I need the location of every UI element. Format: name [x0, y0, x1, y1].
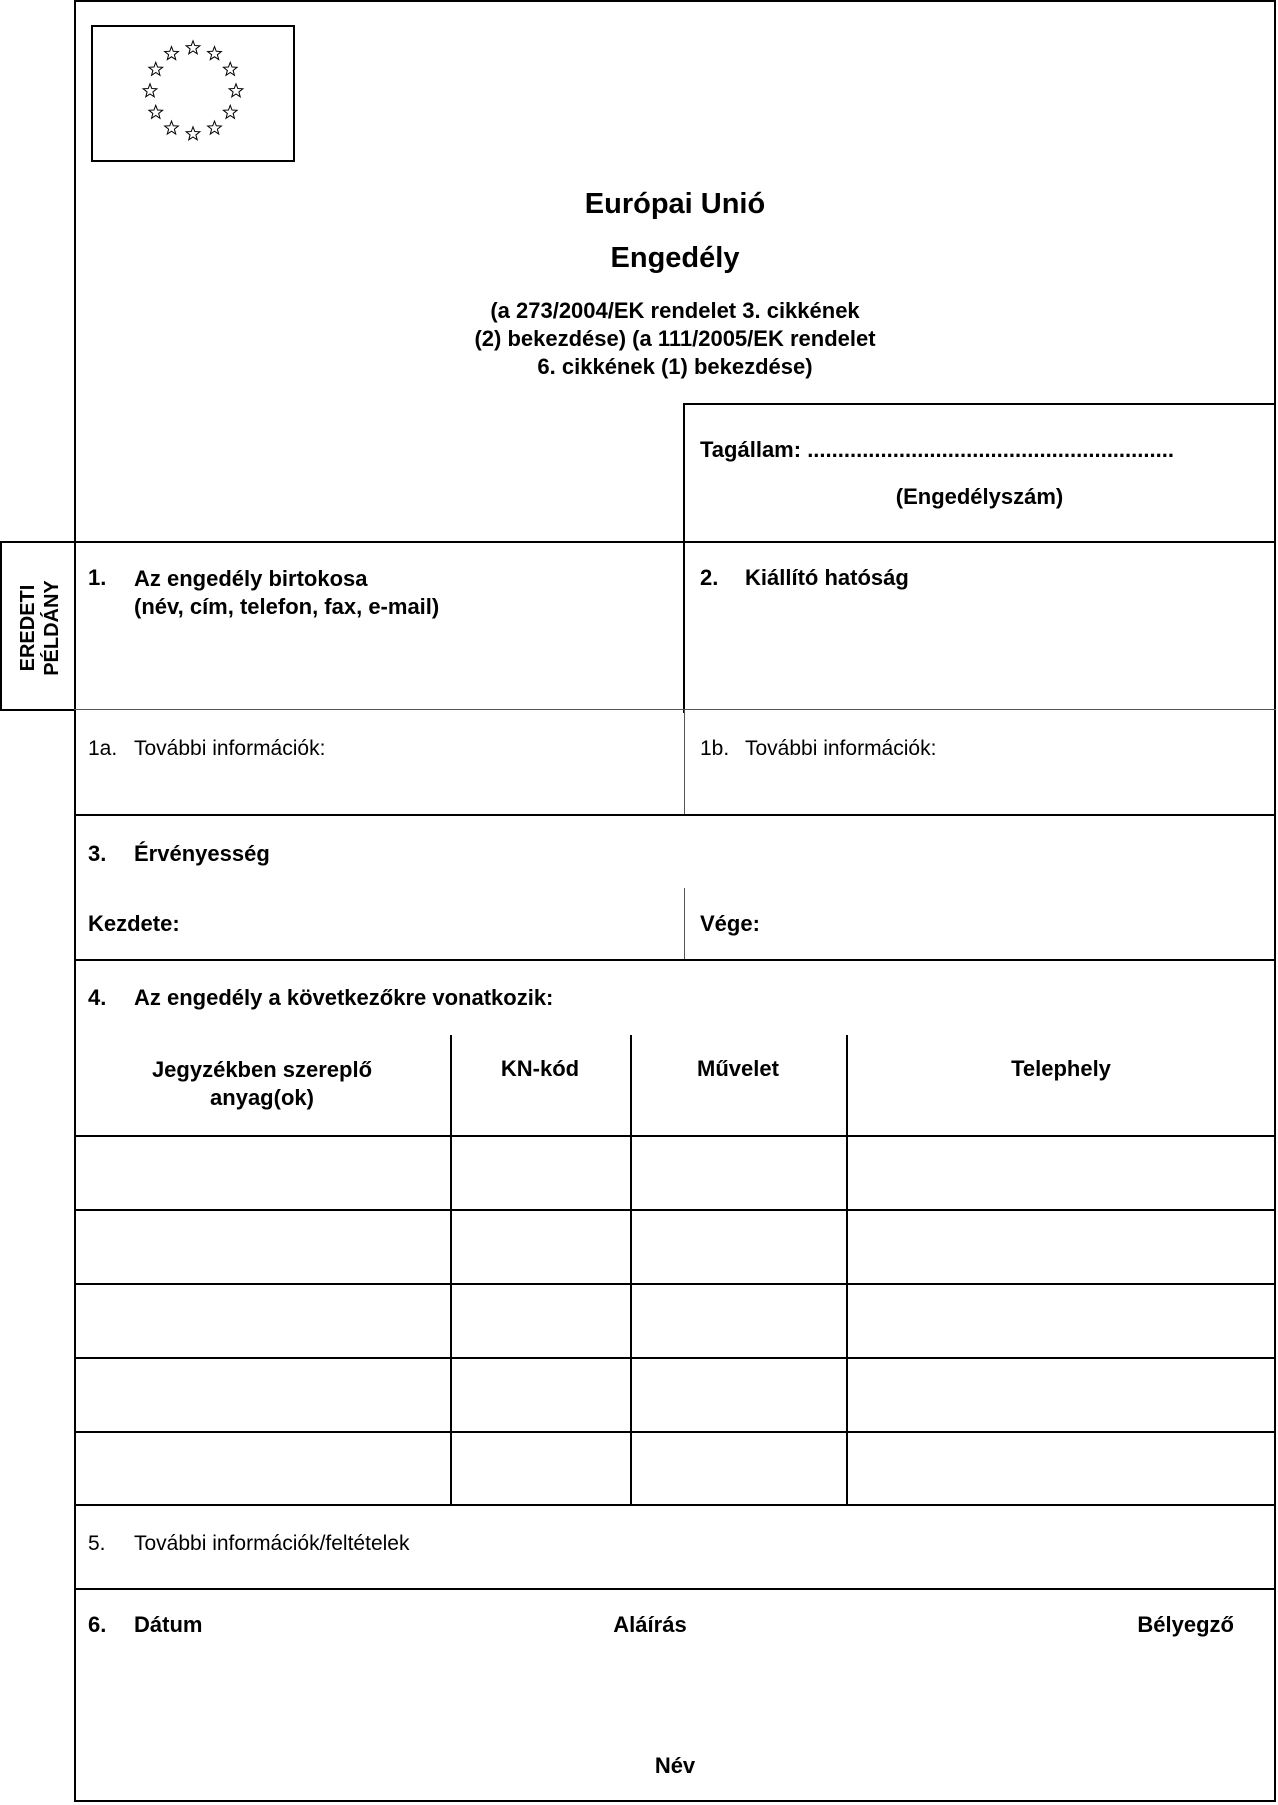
permit-number-label: (Engedélyszám) — [895, 484, 1064, 509]
table-header-substance — [74, 1056, 450, 1112]
name-label: Név — [654, 1753, 696, 1778]
field1-number: 1. — [88, 565, 107, 590]
divider-2 — [74, 709, 1276, 710]
table-col-line-2 — [630, 1035, 632, 1505]
table-header-substance-line2: anyag(ok) — [210, 1085, 314, 1110]
star-icon — [223, 105, 237, 118]
divider-4 — [74, 959, 1276, 961]
table-col-line-1 — [450, 1035, 452, 1505]
field1a-number: 1a. — [88, 737, 118, 760]
field5-number: 5. — [88, 1532, 106, 1555]
field1-label — [134, 565, 439, 621]
side-tab-line2: PÉLDÁNY — [41, 580, 63, 676]
table-header-site: Telephely — [1011, 1056, 1111, 1081]
table-header-operation: Művelet — [697, 1056, 779, 1081]
member-state-label: Tagállam: — [700, 437, 802, 462]
table-row-line-3 — [74, 1283, 1276, 1285]
field5-label: További információk/feltételek — [134, 1532, 410, 1555]
table-row-line-5 — [74, 1431, 1276, 1433]
date-label: Dátum — [134, 1612, 203, 1637]
star-icon — [149, 105, 163, 118]
regulation-line-1: (a 273/2004/EK rendelet 3. cikkének — [490, 298, 860, 323]
table-row-line-6 — [74, 1504, 1276, 1506]
field1b-number: 1b. — [700, 737, 730, 760]
regulation-line-2: (2) bekezdése) (a 111/2005/EK rendelet — [474, 326, 876, 351]
field4-number: 4. — [88, 985, 107, 1010]
star-icon — [223, 62, 237, 75]
table-row-line-1 — [74, 1135, 1276, 1137]
table-header-cn-code: KN-kód — [500, 1056, 580, 1081]
page-subtitle: Engedély — [610, 242, 740, 274]
field1a-label: További információk: — [134, 737, 326, 760]
field2-number: 2. — [700, 565, 719, 590]
star-icon — [229, 84, 243, 97]
side-tab-text — [16, 580, 64, 676]
validity-start-label: Kezdete: — [88, 911, 180, 936]
divider-1 — [74, 541, 1276, 543]
member-state-row — [700, 437, 1174, 463]
side-tab — [0, 541, 76, 711]
member-state-left-border — [683, 403, 685, 713]
side-tab-line1: EREDETI — [17, 584, 39, 672]
page-title: Európai Unió — [584, 188, 766, 220]
table-row-line-2 — [74, 1209, 1276, 1211]
field1-line1: Az engedély birtokosa — [134, 566, 368, 591]
field6-number: 6. — [88, 1612, 107, 1637]
regulation-reference — [74, 297, 1276, 381]
star-icon — [149, 62, 163, 75]
star-icon — [165, 47, 179, 60]
member-state-dots: ............................................................ — [807, 437, 1174, 462]
star-icon — [186, 127, 200, 140]
eu-stars-icon — [93, 27, 293, 160]
validity-separator — [684, 888, 685, 960]
star-icon — [208, 121, 222, 134]
table-row-line-4 — [74, 1357, 1276, 1359]
field3-label: Érvényesség — [134, 841, 270, 866]
member-state-top-border — [683, 403, 1276, 405]
field1-line2: (név, cím, telefon, fax, e-mail) — [134, 594, 440, 619]
validity-end-label: Vége: — [700, 911, 760, 936]
field3-number: 3. — [88, 841, 107, 866]
field1b-label: További információk: — [745, 737, 937, 760]
star-icon — [143, 84, 157, 97]
star-icon — [165, 121, 179, 134]
field2-label: Kiállító hatóság — [745, 565, 909, 590]
signature-label: Aláírás — [613, 1612, 687, 1637]
table-col-line-3 — [846, 1035, 848, 1505]
divider-5 — [74, 1588, 1276, 1590]
star-icon — [186, 41, 200, 54]
table-header-substance-line1: Jegyzékben szereplő — [151, 1057, 373, 1082]
field1ab-separator — [684, 709, 685, 815]
eu-flag — [91, 25, 295, 162]
regulation-line-3: 6. cikkének (1) bekezdése) — [537, 354, 813, 379]
field4-label: Az engedély a következőkre vonatkozik: — [134, 985, 554, 1010]
star-icon — [208, 47, 222, 60]
divider-3 — [74, 814, 1276, 816]
stamp-label: Bélyegző — [1137, 1612, 1234, 1637]
